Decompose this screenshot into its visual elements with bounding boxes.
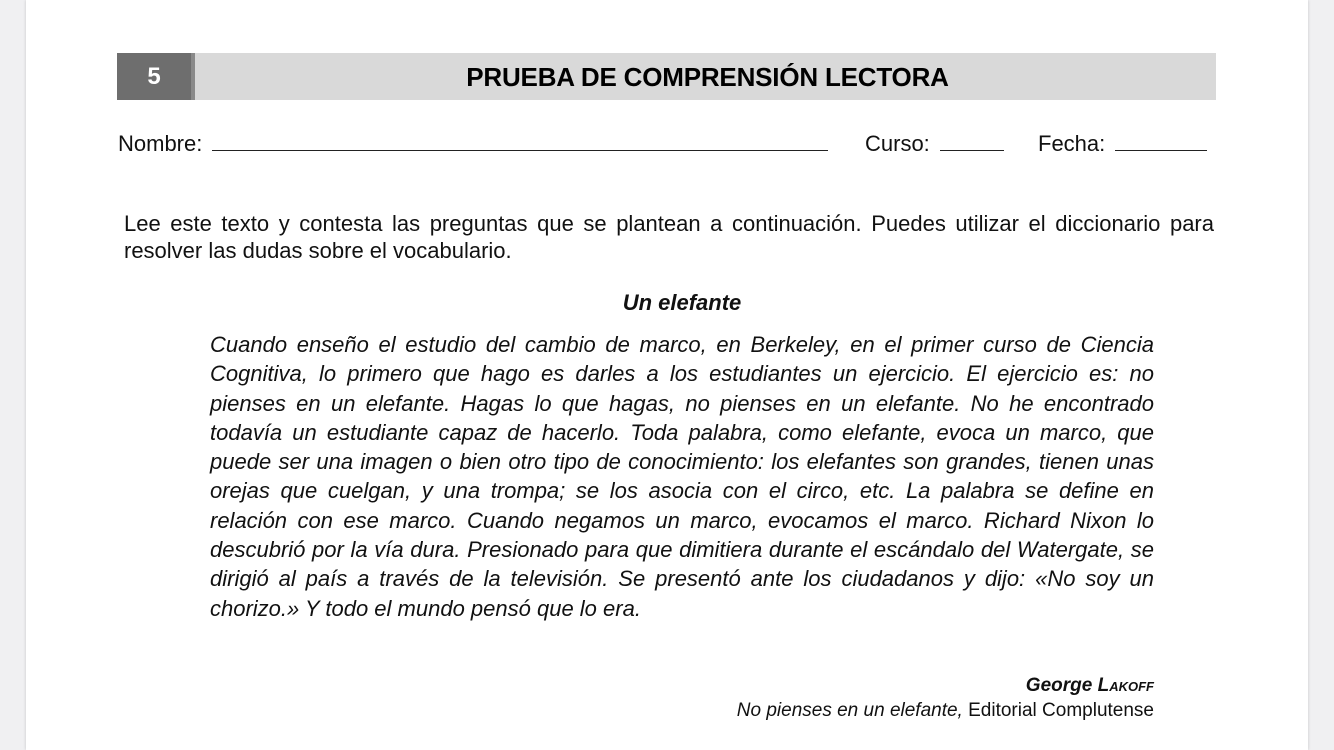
author-last-name: Lakoff [1097, 675, 1154, 696]
name-field [118, 128, 828, 158]
author-first-name: George [1025, 675, 1093, 696]
course-blank-line [940, 128, 1004, 151]
author-name [1026, 675, 1154, 697]
publisher: Editorial Complutense [968, 700, 1154, 721]
date-blank-line [1115, 128, 1207, 151]
course-label: Curso: [865, 131, 930, 156]
story-title: Un elefante [622, 290, 742, 315]
date-label: Fecha: [1038, 131, 1106, 156]
unit-number-badge: 5 [117, 53, 195, 100]
course-field [865, 128, 1004, 158]
page-title: PRUEBA DE COMPRENSIÓN LECTORA [466, 62, 949, 92]
book-title: No pienses en un elefante, [736, 700, 963, 721]
date-field [1038, 128, 1207, 158]
instructions-paragraph: Lee este texto y contesta las preguntas que se plantean a continuación. Puedes utilizar el diccionario para resolver las dudas sobre el vocabulario. [124, 211, 1214, 263]
story-body: Cuando enseño el estudio del cambio de marco, en Berkeley, en el primer curso de Ciencia Cognitiva, lo primero que hago es darles a los estudiantes un ejercicio. El ejercicio es: no pienses en un elefante. Hagas lo que hagas, no pienses en un elefante. No he encontrado todavía un estudiante capaz de hacerlo. Toda palabra, como elefante, evoca un marco, que puede ser una imagen o bien otro tipo de conocimiento: los elefantes son grandes, tienen unas orejas que cuelgan, y una trompa; se los asocia con el circo, etc. La palabra se define en relación con ese marco. Cuando negamos un marco, evocamos el marco. Richard Nixon lo descubrió por la vía dura. Presionado para que dimitiera durante el escándalo del Watergate, se dirigió al país a través de la televisión. Se presentó ante los ciudadanos y dijo: «No soy un chorizo.» Y todo el mundo pensó que lo era. [210, 332, 1154, 621]
name-blank-line [212, 128, 828, 151]
book-source [737, 700, 1154, 722]
name-label: Nombre: [118, 131, 203, 156]
